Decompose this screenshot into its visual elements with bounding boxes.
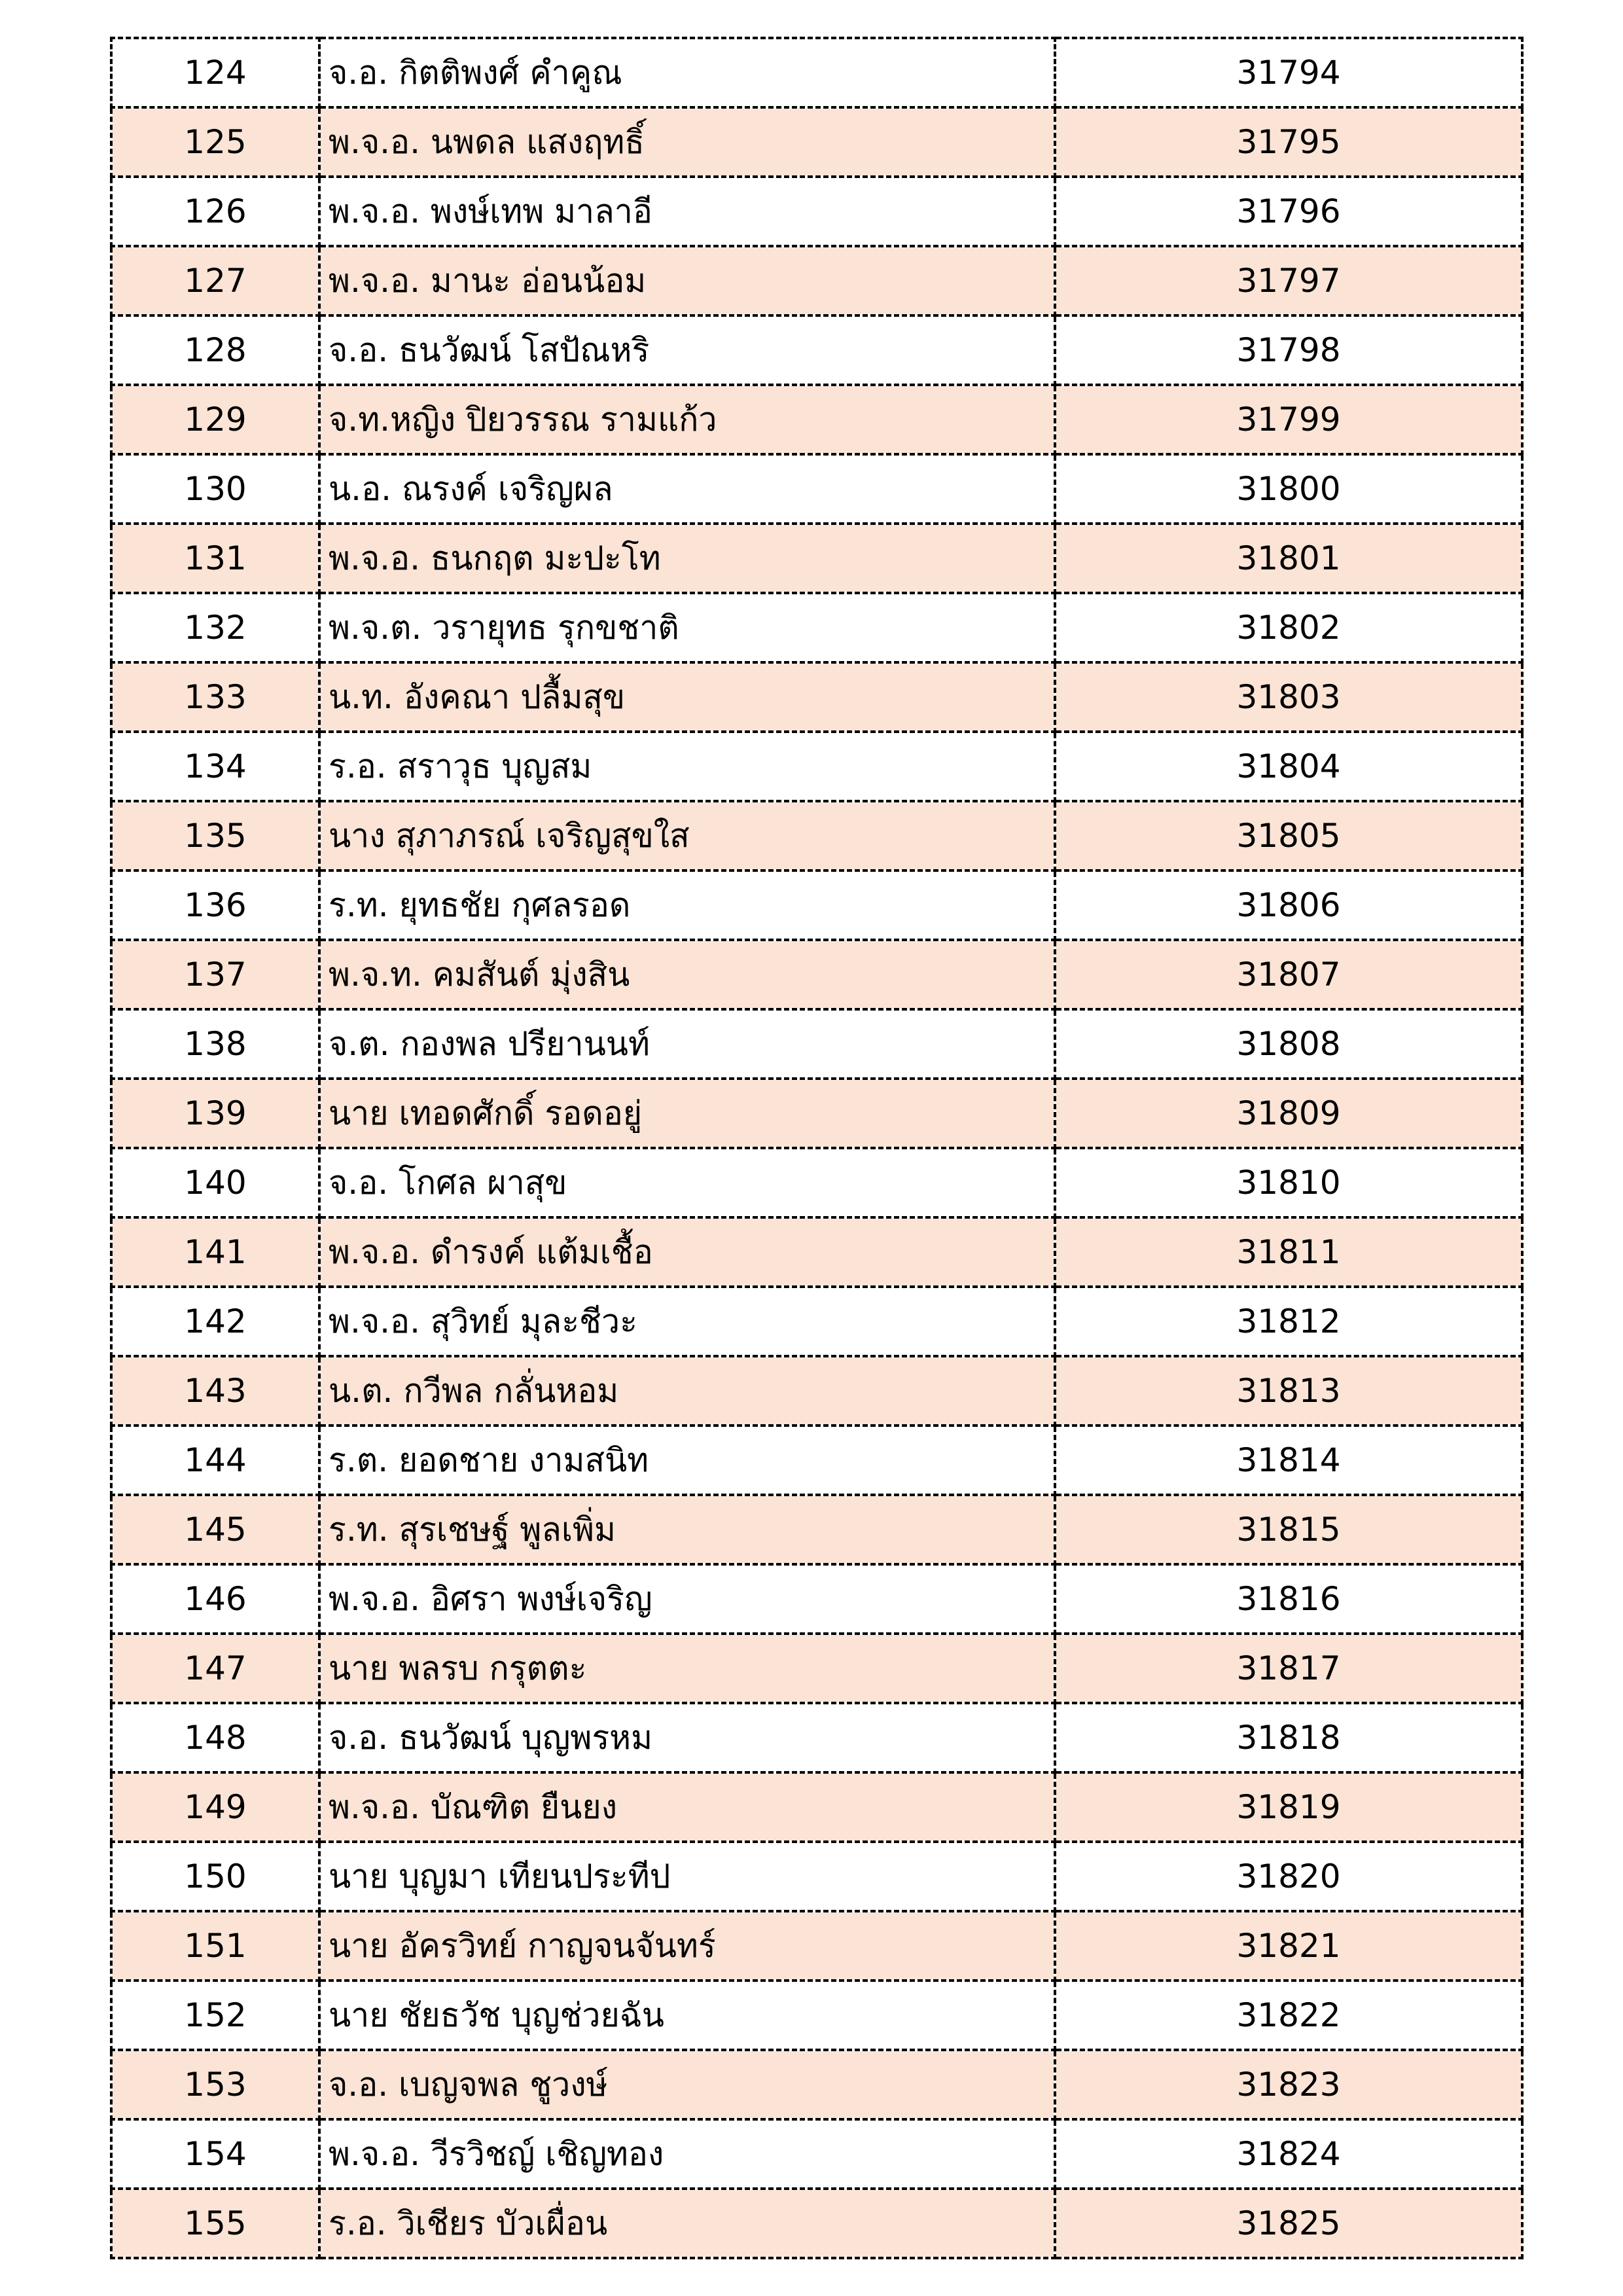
row-number-cell: 153 xyxy=(111,2050,319,2119)
row-number-cell: 133 xyxy=(111,662,319,732)
table-row xyxy=(111,1356,1522,1426)
person-name-cell: นาย บุญมา เทียนประทีป xyxy=(319,1842,1055,1911)
person-name-cell: พ.จ.อ. ธนกฤต มะปะโท xyxy=(319,524,1055,593)
name-list-table xyxy=(110,37,1524,2259)
person-name-cell: พ.จ.อ. บัณฑิต ยืนยง xyxy=(319,1772,1055,1842)
id-code-cell: 31818 xyxy=(1055,1703,1522,1772)
id-code-cell: 31816 xyxy=(1055,1564,1522,1634)
id-code-cell: 31805 xyxy=(1055,801,1522,870)
row-number-cell: 140 xyxy=(111,1148,319,1217)
id-code-cell: 31820 xyxy=(1055,1842,1522,1911)
id-code-cell: 31817 xyxy=(1055,1634,1522,1703)
row-number-cell: 152 xyxy=(111,1981,319,2050)
person-name-cell: ร.ท. สุรเชษฐ์ พูลเพิ่ม xyxy=(319,1495,1055,1564)
row-number-cell: 135 xyxy=(111,801,319,870)
person-name-cell: พ.จ.อ. สุวิทย์ มุละชีวะ xyxy=(319,1287,1055,1356)
id-code-cell: 31814 xyxy=(1055,1426,1522,1495)
table-row xyxy=(111,177,1522,246)
person-name-cell: พ.จ.อ. ดำรงค์ แต้มเชื้อ xyxy=(319,1217,1055,1287)
id-code-cell: 31811 xyxy=(1055,1217,1522,1287)
person-name-cell: น.ท. อังคณา ปลื้มสุข xyxy=(319,662,1055,732)
person-name-cell: จ.อ. เบญจพล ชูวงษ์ xyxy=(319,2050,1055,2119)
table-row xyxy=(111,454,1522,524)
person-name-cell: พ.จ.อ. วีรวิชญ์ เชิญทอง xyxy=(319,2119,1055,2189)
row-number-cell: 139 xyxy=(111,1079,319,1148)
id-code-cell: 31797 xyxy=(1055,246,1522,315)
id-code-cell: 31803 xyxy=(1055,662,1522,732)
id-code-cell: 31810 xyxy=(1055,1148,1522,1217)
table-row xyxy=(111,1564,1522,1634)
table-row xyxy=(111,1703,1522,1772)
id-code-cell: 31798 xyxy=(1055,315,1522,385)
row-number-cell: 149 xyxy=(111,1772,319,1842)
row-number-cell: 154 xyxy=(111,2119,319,2189)
table-row xyxy=(111,870,1522,940)
person-name-cell: จ.อ. กิตติพงศ์ คำคูณ xyxy=(319,38,1055,107)
table-row xyxy=(111,801,1522,870)
person-name-cell: น.ต. กวีพล กลั่นหอม xyxy=(319,1356,1055,1426)
id-code-cell: 31823 xyxy=(1055,2050,1522,2119)
row-number-cell: 141 xyxy=(111,1217,319,1287)
id-code-cell: 31821 xyxy=(1055,1911,1522,1981)
table-row xyxy=(111,1495,1522,1564)
table-row xyxy=(111,385,1522,454)
person-name-cell: พ.จ.ท. คมสันต์ มุ่งสิน xyxy=(319,940,1055,1009)
person-name-cell: พ.จ.อ. อิศรา พงษ์เจริญ xyxy=(319,1564,1055,1634)
id-code-cell: 31822 xyxy=(1055,1981,1522,2050)
row-number-cell: 130 xyxy=(111,454,319,524)
table-row xyxy=(111,1842,1522,1911)
table-row xyxy=(111,593,1522,662)
id-code-cell: 31809 xyxy=(1055,1079,1522,1148)
table-row xyxy=(111,1217,1522,1287)
id-code-cell: 31794 xyxy=(1055,38,1522,107)
row-number-cell: 124 xyxy=(111,38,319,107)
row-number-cell: 150 xyxy=(111,1842,319,1911)
person-name-cell: ร.ท. ยุทธชัย กุศลรอด xyxy=(319,870,1055,940)
person-name-cell: พ.จ.อ. นพดล แสงฤทธิ์ xyxy=(319,107,1055,177)
id-code-cell: 31801 xyxy=(1055,524,1522,593)
id-code-cell: 31808 xyxy=(1055,1009,1522,1079)
person-name-cell: นาง สุภาภรณ์ เจริญสุขใส xyxy=(319,801,1055,870)
id-code-cell: 31800 xyxy=(1055,454,1522,524)
table-row xyxy=(111,2189,1522,2258)
person-name-cell: พ.จ.อ. มานะ อ่อนน้อม xyxy=(319,246,1055,315)
row-number-cell: 128 xyxy=(111,315,319,385)
row-number-cell: 137 xyxy=(111,940,319,1009)
row-number-cell: 125 xyxy=(111,107,319,177)
table-row xyxy=(111,38,1522,107)
table-row xyxy=(111,246,1522,315)
table-body xyxy=(111,38,1522,2258)
row-number-cell: 131 xyxy=(111,524,319,593)
row-number-cell: 132 xyxy=(111,593,319,662)
id-code-cell: 31807 xyxy=(1055,940,1522,1009)
person-name-cell: จ.อ. ธนวัฒน์ โสปัณหริ xyxy=(319,315,1055,385)
table-row xyxy=(111,1911,1522,1981)
table-row xyxy=(111,662,1522,732)
id-code-cell: 31813 xyxy=(1055,1356,1522,1426)
row-number-cell: 136 xyxy=(111,870,319,940)
person-name-cell: ร.ต. ยอดชาย งามสนิท xyxy=(319,1426,1055,1495)
person-name-cell: จ.ท.หญิง ปิยวรรณ รามแก้ว xyxy=(319,385,1055,454)
id-code-cell: 31815 xyxy=(1055,1495,1522,1564)
table-row xyxy=(111,940,1522,1009)
table-row xyxy=(111,2050,1522,2119)
person-name-cell: น.อ. ณรงค์ เจริญผล xyxy=(319,454,1055,524)
id-code-cell: 31824 xyxy=(1055,2119,1522,2189)
person-name-cell: นาย เทอดศักดิ์ รอดอยู่ xyxy=(319,1079,1055,1148)
row-number-cell: 126 xyxy=(111,177,319,246)
person-name-cell: นาย อัครวิทย์ กาญจนจันทร์ xyxy=(319,1911,1055,1981)
person-name-cell: นาย พลรบ กรุตตะ xyxy=(319,1634,1055,1703)
row-number-cell: 155 xyxy=(111,2189,319,2258)
id-code-cell: 31802 xyxy=(1055,593,1522,662)
row-number-cell: 129 xyxy=(111,385,319,454)
row-number-cell: 142 xyxy=(111,1287,319,1356)
table-row xyxy=(111,1981,1522,2050)
person-name-cell: จ.อ. โกศล ผาสุข xyxy=(319,1148,1055,1217)
id-code-cell: 31795 xyxy=(1055,107,1522,177)
table-row xyxy=(111,1148,1522,1217)
row-number-cell: 134 xyxy=(111,732,319,801)
person-name-cell: พ.จ.อ. พงษ์เทพ มาลาอี xyxy=(319,177,1055,246)
table-row xyxy=(111,107,1522,177)
row-number-cell: 145 xyxy=(111,1495,319,1564)
row-number-cell: 148 xyxy=(111,1703,319,1772)
id-code-cell: 31796 xyxy=(1055,177,1522,246)
person-name-cell: ร.อ. วิเชียร บัวเผื่อน xyxy=(319,2189,1055,2258)
id-code-cell: 31825 xyxy=(1055,2189,1522,2258)
row-number-cell: 143 xyxy=(111,1356,319,1426)
person-name-cell: จ.ต. กองพล ปรียานนท์ xyxy=(319,1009,1055,1079)
id-code-cell: 31812 xyxy=(1055,1287,1522,1356)
table-row xyxy=(111,1009,1522,1079)
person-name-cell: พ.จ.ต. วรายุทธ รุกขชาติ xyxy=(319,593,1055,662)
table-row xyxy=(111,1426,1522,1495)
id-code-cell: 31806 xyxy=(1055,870,1522,940)
row-number-cell: 146 xyxy=(111,1564,319,1634)
table-row xyxy=(111,524,1522,593)
person-name-cell: จ.อ. ธนวัฒน์ บุญพรหม xyxy=(319,1703,1055,1772)
id-code-cell: 31804 xyxy=(1055,732,1522,801)
row-number-cell: 151 xyxy=(111,1911,319,1981)
person-name-cell: ร.อ. สราวุธ บุญสม xyxy=(319,732,1055,801)
row-number-cell: 138 xyxy=(111,1009,319,1079)
person-name-cell: นาย ชัยธวัช บุญช่วยฉัน xyxy=(319,1981,1055,2050)
id-code-cell: 31819 xyxy=(1055,1772,1522,1842)
table-row xyxy=(111,1079,1522,1148)
table-row xyxy=(111,1287,1522,1356)
table-row xyxy=(111,2119,1522,2189)
table-row xyxy=(111,315,1522,385)
table-row xyxy=(111,1772,1522,1842)
row-number-cell: 127 xyxy=(111,246,319,315)
id-code-cell: 31799 xyxy=(1055,385,1522,454)
row-number-cell: 147 xyxy=(111,1634,319,1703)
table-row xyxy=(111,1634,1522,1703)
row-number-cell: 144 xyxy=(111,1426,319,1495)
table-row xyxy=(111,732,1522,801)
